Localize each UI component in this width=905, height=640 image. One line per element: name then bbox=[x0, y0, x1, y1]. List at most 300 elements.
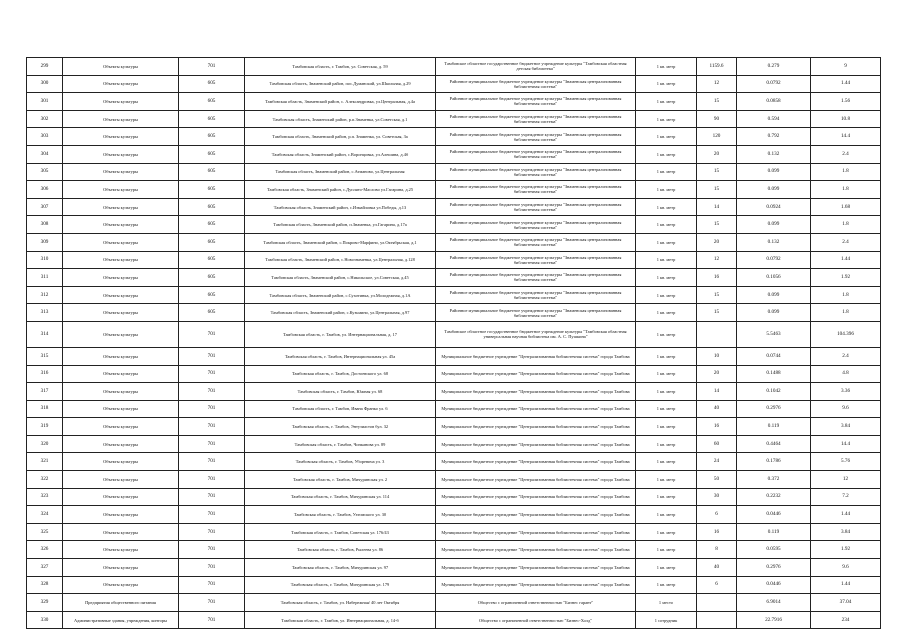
organization-cell: Районное муниципальное бюджетное учреждение культуры "Знаменская централизованная библиотечная система" bbox=[436, 233, 636, 251]
address-cell: Тамбовская область, Знаменский район, с.Атманово, ул.Центральная bbox=[245, 163, 436, 181]
object-type-cell: Объекты культуры bbox=[63, 93, 179, 111]
table-row bbox=[27, 163, 881, 181]
volume-cell: 0.099 bbox=[737, 163, 811, 181]
unit-cell: 1 место bbox=[636, 594, 697, 612]
quantity-cell: 20 bbox=[697, 233, 737, 251]
address-cell: Тамбовская область, Знаменский район, с. Александровка, ул.Центральная, д.4а bbox=[245, 93, 436, 111]
object-type-cell: Объекты культуры bbox=[63, 347, 179, 365]
address-cell: Тамбовская область, г. Тамбов, Ивана Франко ул. 6 bbox=[245, 400, 436, 418]
quantity-cell: 16 bbox=[697, 523, 737, 541]
row-number-cell: 320 bbox=[27, 435, 63, 453]
object-type-cell: Объекты культуры bbox=[63, 216, 179, 234]
mass-cell: 9 bbox=[811, 58, 881, 76]
address-cell: Тамбовская область, г. Тамбов, Чичканова ул. 89 bbox=[245, 435, 436, 453]
organization-cell: Общество с ограниченной ответственностью "Бизнес гарант" bbox=[436, 594, 636, 612]
object-type-cell: Объекты культуры bbox=[63, 110, 179, 128]
row-number-cell: 301 bbox=[27, 93, 63, 111]
volume-cell: 0.279 bbox=[737, 58, 811, 76]
object-type-cell: Объекты культуры bbox=[63, 58, 179, 76]
volume-cell: 5.5463 bbox=[737, 321, 811, 347]
row-number-cell: 311 bbox=[27, 269, 63, 287]
row-number-cell: 327 bbox=[27, 559, 63, 577]
volume-cell: 0.0792 bbox=[737, 251, 811, 269]
object-type-cell: Объекты культуры bbox=[63, 523, 179, 541]
table-row bbox=[27, 110, 881, 128]
unit-cell: 1 кв. метр bbox=[636, 523, 697, 541]
mass-cell: 1.8 bbox=[811, 286, 881, 304]
mass-cell: 1.68 bbox=[811, 198, 881, 216]
volume-cell: 0.119 bbox=[737, 418, 811, 436]
table-row bbox=[27, 400, 881, 418]
volume-cell: 0.2976 bbox=[737, 400, 811, 418]
address-cell: Тамбовская область, Знаменский район, пос.Думанский, ул.Школьная, д.29 bbox=[245, 75, 436, 93]
table-row bbox=[27, 321, 881, 347]
row-number-cell: 322 bbox=[27, 471, 63, 489]
unit-cell: 1 кв. метр bbox=[636, 435, 697, 453]
code-cell: 605 bbox=[179, 286, 245, 304]
volume-cell: 0.594 bbox=[737, 110, 811, 128]
table-row bbox=[27, 286, 881, 304]
object-type-cell: Объекты культуры bbox=[63, 304, 179, 322]
mass-cell: 14.4 bbox=[811, 435, 881, 453]
row-number-cell: 330 bbox=[27, 611, 63, 629]
object-type-cell: Предприятия общественного питания bbox=[63, 594, 179, 612]
mass-cell: 1.92 bbox=[811, 541, 881, 559]
address-cell: Тамбовская область, Знаменский район, с.Покрово-Марфино, ул.Октябрьская, д.1 bbox=[245, 233, 436, 251]
unit-cell: 1 кв. метр bbox=[636, 418, 697, 436]
mass-cell: 1.44 bbox=[811, 251, 881, 269]
volume-cell: 0.1488 bbox=[737, 365, 811, 383]
code-cell: 605 bbox=[179, 269, 245, 287]
row-number-cell: 321 bbox=[27, 453, 63, 471]
code-cell: 701 bbox=[179, 523, 245, 541]
row-number-cell: 300 bbox=[27, 75, 63, 93]
code-cell: 701 bbox=[179, 321, 245, 347]
table-row bbox=[27, 145, 881, 163]
volume-cell: 0.2976 bbox=[737, 559, 811, 577]
unit-cell: 1 кв. метр bbox=[636, 251, 697, 269]
code-cell: 701 bbox=[179, 418, 245, 436]
code-cell: 701 bbox=[179, 488, 245, 506]
table-row bbox=[27, 506, 881, 524]
quantity-cell: 12 bbox=[697, 75, 737, 93]
table-row bbox=[27, 541, 881, 559]
table-body bbox=[27, 58, 881, 629]
organization-cell: Муниципальное бюджетное учреждение "Централизованная библиотечная система" города Тамбова bbox=[436, 365, 636, 383]
object-type-cell: Объекты культуры bbox=[63, 453, 179, 471]
address-cell: Тамбовская область, г. Тамбов, Мичуринская ул. 114 bbox=[245, 488, 436, 506]
object-type-cell: Объекты культуры bbox=[63, 163, 179, 181]
address-cell: Тамбовская область, г. Тамбов, Энтузиастов бул. 32 bbox=[245, 418, 436, 436]
code-cell: 605 bbox=[179, 181, 245, 199]
organization-cell: Муниципальное бюджетное учреждение "Централизованная библиотечная система" города Тамбова bbox=[436, 559, 636, 577]
row-number-cell: 304 bbox=[27, 145, 63, 163]
code-cell: 701 bbox=[179, 559, 245, 577]
records-table-wrapper bbox=[26, 57, 880, 629]
organization-cell: Муниципальное бюджетное учреждение "Централизованная библиотечная система" города Тамбова bbox=[436, 471, 636, 489]
object-type-cell: Объекты культуры bbox=[63, 488, 179, 506]
volume-cell: 0.0446 bbox=[737, 576, 811, 594]
code-cell: 701 bbox=[179, 576, 245, 594]
unit-cell: 1 сотрудник bbox=[636, 611, 697, 629]
mass-cell: 3.36 bbox=[811, 383, 881, 401]
volume-cell: 0.132 bbox=[737, 233, 811, 251]
quantity-cell: 6 bbox=[697, 506, 737, 524]
object-type-cell: Объекты культуры bbox=[63, 383, 179, 401]
quantity-cell bbox=[697, 594, 737, 612]
address-cell: Тамбовская область, Знаменский район, с.Никольское, ул.Советская, д.45 bbox=[245, 269, 436, 287]
quantity-cell: 12 bbox=[697, 251, 737, 269]
object-type-cell: Объекты культуры bbox=[63, 365, 179, 383]
volume-cell: 0.099 bbox=[737, 286, 811, 304]
mass-cell: 4.8 bbox=[811, 365, 881, 383]
unit-cell: 1 кв. метр bbox=[636, 110, 697, 128]
mass-cell: 10.8 bbox=[811, 110, 881, 128]
unit-cell: 1 кв. метр bbox=[636, 383, 697, 401]
address-cell: Тамбовская область, г. Тамбов, ул. Советская, д. 59 bbox=[245, 58, 436, 76]
object-type-cell: Объекты культуры bbox=[63, 128, 179, 146]
object-type-cell: Объекты культуры bbox=[63, 471, 179, 489]
volume-cell: 0.792 bbox=[737, 128, 811, 146]
quantity-cell: 10 bbox=[697, 347, 737, 365]
volume-cell: 0.4464 bbox=[737, 435, 811, 453]
code-cell: 701 bbox=[179, 453, 245, 471]
table-row bbox=[27, 269, 881, 287]
organization-cell: Муниципальное бюджетное учреждение "Централизованная библиотечная система" города Тамбова bbox=[436, 400, 636, 418]
object-type-cell: Объекты культуры bbox=[63, 418, 179, 436]
quantity-cell: 15 bbox=[697, 286, 737, 304]
volume-cell: 0.132 bbox=[737, 145, 811, 163]
code-cell: 605 bbox=[179, 93, 245, 111]
organization-cell: Тамбовское областное государственное бюджетное учреждение культуры "Тамбовская областная детская библиотека" bbox=[436, 58, 636, 76]
unit-cell: 1 кв. метр bbox=[636, 163, 697, 181]
organization-cell: Районное муниципальное бюджетное учреждение культуры "Знаменская централизованная библиотечная система" bbox=[436, 110, 636, 128]
unit-cell: 1 кв. метр bbox=[636, 506, 697, 524]
volume-cell: 6.9014 bbox=[737, 594, 811, 612]
table-row bbox=[27, 523, 881, 541]
object-type-cell: Объекты культуры bbox=[63, 145, 179, 163]
row-number-cell: 314 bbox=[27, 321, 63, 347]
address-cell: Тамбовская область, г. Тамбов, Мичуринская ул. 179 bbox=[245, 576, 436, 594]
organization-cell: Тамбовское областное государственное бюджетное учреждение культуры "Тамбовская областная универсальная научная библиотека им. А. С. Пушкина" bbox=[436, 321, 636, 347]
row-number-cell: 310 bbox=[27, 251, 63, 269]
volume-cell: 22.7916 bbox=[737, 611, 811, 629]
code-cell: 605 bbox=[179, 198, 245, 216]
mass-cell: 12 bbox=[811, 471, 881, 489]
code-cell: 701 bbox=[179, 506, 245, 524]
mass-cell: 1.8 bbox=[811, 181, 881, 199]
table-row bbox=[27, 198, 881, 216]
code-cell: 701 bbox=[179, 611, 245, 629]
object-type-cell: Объекты культуры bbox=[63, 559, 179, 577]
object-type-cell: Объекты культуры bbox=[63, 576, 179, 594]
table-row bbox=[27, 128, 881, 146]
table-row bbox=[27, 75, 881, 93]
code-cell: 605 bbox=[179, 216, 245, 234]
row-number-cell: 309 bbox=[27, 233, 63, 251]
row-number-cell: 303 bbox=[27, 128, 63, 146]
quantity-cell: 20 bbox=[697, 365, 737, 383]
table-row bbox=[27, 181, 881, 199]
code-cell: 701 bbox=[179, 435, 245, 453]
quantity-cell: 20 bbox=[697, 145, 737, 163]
unit-cell: 1 кв. метр bbox=[636, 128, 697, 146]
unit-cell: 1 кв. метр bbox=[636, 400, 697, 418]
mass-cell: 37.04 bbox=[811, 594, 881, 612]
quantity-cell bbox=[697, 611, 737, 629]
quantity-cell: 60 bbox=[697, 435, 737, 453]
organization-cell: Районное муниципальное бюджетное учреждение культуры "Знаменская централизованная библиотечная система" bbox=[436, 163, 636, 181]
volume-cell: 0.099 bbox=[737, 181, 811, 199]
quantity-cell bbox=[697, 321, 737, 347]
volume-cell: 0.0744 bbox=[737, 347, 811, 365]
table-row bbox=[27, 594, 881, 612]
object-type-cell: Объекты культуры bbox=[63, 181, 179, 199]
object-type-cell: Объекты культуры bbox=[63, 75, 179, 93]
object-type-cell: Объекты культуры bbox=[63, 286, 179, 304]
organization-cell: Муниципальное бюджетное учреждение "Централизованная библиотечная система" города Тамбова bbox=[436, 453, 636, 471]
organization-cell: Муниципальное бюджетное учреждение "Централизованная библиотечная система" города Тамбова bbox=[436, 435, 636, 453]
row-number-cell: 312 bbox=[27, 286, 63, 304]
address-cell: Тамбовская область, г. Тамбов, Рылеева ул. 86 bbox=[245, 541, 436, 559]
mass-cell: 1.8 bbox=[811, 304, 881, 322]
row-number-cell: 317 bbox=[27, 383, 63, 401]
organization-cell: Районное муниципальное бюджетное учреждение культуры "Знаменская централизованная библиотечная система" bbox=[436, 269, 636, 287]
object-type-cell: Объекты культуры bbox=[63, 233, 179, 251]
organization-cell: Муниципальное бюджетное учреждение "Централизованная библиотечная система" города Тамбова bbox=[436, 347, 636, 365]
address-cell: Тамбовская область, г. Тамбов, Южная ул. 68 bbox=[245, 383, 436, 401]
address-cell: Тамбовская область, Знаменский район, с.Воронцовка, ул.Алешина, д.4б bbox=[245, 145, 436, 163]
table-row bbox=[27, 453, 881, 471]
table-row bbox=[27, 576, 881, 594]
unit-cell: 1 кв. метр bbox=[636, 75, 697, 93]
row-number-cell: 318 bbox=[27, 400, 63, 418]
table-row bbox=[27, 488, 881, 506]
address-cell: Тамбовская область, г. Тамбов, Ухтомского ул. 30 bbox=[245, 506, 436, 524]
object-type-cell: Объекты культуры bbox=[63, 506, 179, 524]
row-number-cell: 299 bbox=[27, 58, 63, 76]
organization-cell: Муниципальное бюджетное учреждение "Централизованная библиотечная система" города Тамбова bbox=[436, 418, 636, 436]
quantity-cell: 15 bbox=[697, 163, 737, 181]
volume-cell: 0.1786 bbox=[737, 453, 811, 471]
volume-cell: 0.0858 bbox=[737, 93, 811, 111]
table-row bbox=[27, 559, 881, 577]
mass-cell: 104.396 bbox=[811, 321, 881, 347]
quantity-cell: 120 bbox=[697, 128, 737, 146]
object-type-cell: Объекты культуры bbox=[63, 198, 179, 216]
address-cell: Тамбовская область, Знаменский район, р.п.Знаменка, ул.Советская, д.1 bbox=[245, 110, 436, 128]
row-number-cell: 305 bbox=[27, 163, 63, 181]
code-cell: 701 bbox=[179, 400, 245, 418]
table-row bbox=[27, 93, 881, 111]
mass-cell: 1.44 bbox=[811, 506, 881, 524]
table-row bbox=[27, 304, 881, 322]
unit-cell: 1 кв. метр bbox=[636, 93, 697, 111]
code-cell: 701 bbox=[179, 594, 245, 612]
unit-cell: 1 кв. метр bbox=[636, 471, 697, 489]
quantity-cell: 14 bbox=[697, 198, 737, 216]
volume-cell: 0.1042 bbox=[737, 383, 811, 401]
unit-cell: 1 кв. метр bbox=[636, 145, 697, 163]
row-number-cell: 323 bbox=[27, 488, 63, 506]
table-row bbox=[27, 471, 881, 489]
quantity-cell: 14 bbox=[697, 383, 737, 401]
row-number-cell: 329 bbox=[27, 594, 63, 612]
organization-cell: Общество с ограниченной ответственностью "Бизнес-Холд" bbox=[436, 611, 636, 629]
mass-cell: 1.8 bbox=[811, 216, 881, 234]
quantity-cell: 90 bbox=[697, 110, 737, 128]
code-cell: 701 bbox=[179, 383, 245, 401]
quantity-cell: 16 bbox=[697, 269, 737, 287]
mass-cell: 9.6 bbox=[811, 400, 881, 418]
mass-cell: 1.92 bbox=[811, 269, 881, 287]
organization-cell: Районное муниципальное бюджетное учреждение культуры "Знаменская централизованная библиотечная система" bbox=[436, 128, 636, 146]
code-cell: 605 bbox=[179, 233, 245, 251]
mass-cell: 2.4 bbox=[811, 347, 881, 365]
unit-cell: 1 кв. метр bbox=[636, 181, 697, 199]
address-cell: Тамбовская область, Знаменский район, с.Дуплято-Маслово ул.Гагарина, д.25 bbox=[245, 181, 436, 199]
organization-cell: Районное муниципальное бюджетное учреждение культуры "Знаменская централизованная библиотечная система" bbox=[436, 75, 636, 93]
address-cell: Тамбовская область, г. Тамбов, Уборевича ул. 3 bbox=[245, 453, 436, 471]
row-number-cell: 316 bbox=[27, 365, 63, 383]
mass-cell: 7.2 bbox=[811, 488, 881, 506]
object-type-cell: Объекты культуры bbox=[63, 400, 179, 418]
row-number-cell: 319 bbox=[27, 418, 63, 436]
row-number-cell: 315 bbox=[27, 347, 63, 365]
row-number-cell: 313 bbox=[27, 304, 63, 322]
organization-cell: Муниципальное бюджетное учреждение "Централизованная библиотечная система" города Тамбова bbox=[436, 523, 636, 541]
organization-cell: Районное муниципальное бюджетное учреждение культуры "Знаменская централизованная библиотечная система" bbox=[436, 251, 636, 269]
unit-cell: 1 кв. метр bbox=[636, 321, 697, 347]
table-row bbox=[27, 251, 881, 269]
unit-cell: 1 кв. метр bbox=[636, 198, 697, 216]
address-cell: Тамбовская область, Знаменский район, р.п. Знаменка, ул. Советская, 3а bbox=[245, 128, 436, 146]
code-cell: 701 bbox=[179, 58, 245, 76]
code-cell: 701 bbox=[179, 541, 245, 559]
unit-cell: 1 кв. метр bbox=[636, 216, 697, 234]
code-cell: 605 bbox=[179, 110, 245, 128]
code-cell: 605 bbox=[179, 145, 245, 163]
mass-cell: 2.4 bbox=[811, 233, 881, 251]
object-type-cell: Административные здания, учреждения, конторы bbox=[63, 611, 179, 629]
address-cell: Тамбовская область, Знаменский район, п.Знаменка, ул.Гагарина, д.17а bbox=[245, 216, 436, 234]
volume-cell: 0.119 bbox=[737, 523, 811, 541]
code-cell: 605 bbox=[179, 304, 245, 322]
quantity-cell: 1159.6 bbox=[697, 58, 737, 76]
quantity-cell: 15 bbox=[697, 93, 737, 111]
mass-cell: 14.4 bbox=[811, 128, 881, 146]
mass-cell: 1.56 bbox=[811, 93, 881, 111]
address-cell: Тамбовская область, г. Тамбов, Мичуринская ул. 97 bbox=[245, 559, 436, 577]
address-cell: Тамбовская область, Знаменский район, с.Сухотинка, ул.Молодежная, д.1А bbox=[245, 286, 436, 304]
volume-cell: 0.2232 bbox=[737, 488, 811, 506]
table-row bbox=[27, 418, 881, 436]
quantity-cell: 8 bbox=[697, 541, 737, 559]
address-cell: Тамбовская область, г. Тамбов, ул. Интернациональная, д. 14-б bbox=[245, 611, 436, 629]
volume-cell: 0.0924 bbox=[737, 198, 811, 216]
unit-cell: 1 кв. метр bbox=[636, 559, 697, 577]
table-row bbox=[27, 58, 881, 76]
table-row bbox=[27, 383, 881, 401]
row-number-cell: 326 bbox=[27, 541, 63, 559]
object-type-cell: Объекты культуры bbox=[63, 251, 179, 269]
mass-cell: 2.4 bbox=[811, 145, 881, 163]
mass-cell: 234 bbox=[811, 611, 881, 629]
table-row bbox=[27, 435, 881, 453]
row-number-cell: 302 bbox=[27, 110, 63, 128]
row-number-cell: 307 bbox=[27, 198, 63, 216]
volume-cell: 0.0792 bbox=[737, 75, 811, 93]
unit-cell: 1 кв. метр bbox=[636, 269, 697, 287]
mass-cell: 3.84 bbox=[811, 523, 881, 541]
row-number-cell: 328 bbox=[27, 576, 63, 594]
mass-cell: 1.44 bbox=[811, 576, 881, 594]
address-cell: Тамбовская область, г. Тамбов, ул. Интернациональная, д. 17 bbox=[245, 321, 436, 347]
quantity-cell: 40 bbox=[697, 559, 737, 577]
quantity-cell: 15 bbox=[697, 181, 737, 199]
object-type-cell: Объекты культуры bbox=[63, 541, 179, 559]
code-cell: 701 bbox=[179, 347, 245, 365]
quantity-cell: 6 bbox=[697, 576, 737, 594]
unit-cell: 1 кв. метр bbox=[636, 58, 697, 76]
unit-cell: 1 кв. метр bbox=[636, 453, 697, 471]
unit-cell: 1 кв. метр bbox=[636, 488, 697, 506]
organization-cell: Муниципальное бюджетное учреждение "Централизованная библиотечная система" города Тамбова bbox=[436, 383, 636, 401]
volume-cell: 0.099 bbox=[737, 304, 811, 322]
object-type-cell: Объекты культуры bbox=[63, 435, 179, 453]
table-row bbox=[27, 216, 881, 234]
code-cell: 701 bbox=[179, 471, 245, 489]
object-type-cell: Объекты культуры bbox=[63, 269, 179, 287]
quantity-cell: 16 bbox=[697, 418, 737, 436]
organization-cell: Районное муниципальное бюджетное учреждение культуры "Знаменская централизованная библиотечная система" bbox=[436, 216, 636, 234]
mass-cell: 5.76 bbox=[811, 453, 881, 471]
row-number-cell: 324 bbox=[27, 506, 63, 524]
code-cell: 605 bbox=[179, 75, 245, 93]
unit-cell: 1 кв. метр bbox=[636, 286, 697, 304]
unit-cell: 1 кв. метр bbox=[636, 365, 697, 383]
unit-cell: 1 кв. метр bbox=[636, 304, 697, 322]
address-cell: Тамбовская область, Знаменский район, с.Новознаменка, ул.Центральная, д.128 bbox=[245, 251, 436, 269]
organization-cell: Муниципальное бюджетное учреждение "Централизованная библиотечная система" города Тамбова bbox=[436, 576, 636, 594]
row-number-cell: 325 bbox=[27, 523, 63, 541]
object-type-cell: Объекты культуры bbox=[63, 321, 179, 347]
table-row bbox=[27, 347, 881, 365]
mass-cell: 9.6 bbox=[811, 559, 881, 577]
quantity-cell: 15 bbox=[697, 304, 737, 322]
address-cell: Тамбовская область, г. Тамбов, Интернациональная ул. 45а bbox=[245, 347, 436, 365]
row-number-cell: 308 bbox=[27, 216, 63, 234]
code-cell: 605 bbox=[179, 128, 245, 146]
volume-cell: 0.0446 bbox=[737, 506, 811, 524]
organization-cell: Районное муниципальное бюджетное учреждение культуры "Знаменская централизованная библиотечная система" bbox=[436, 93, 636, 111]
quantity-cell: 50 bbox=[697, 471, 737, 489]
address-cell: Тамбовская область, г. Тамбов, Мичуринская ул. 2 bbox=[245, 471, 436, 489]
waste-records-table bbox=[26, 57, 881, 629]
mass-cell: 3.84 bbox=[811, 418, 881, 436]
address-cell: Тамбовская область, Знаменский район, с.Измайловка ул.Победы, д.13 bbox=[245, 198, 436, 216]
volume-cell: 0.372 bbox=[737, 471, 811, 489]
address-cell: Тамбовская область, г. Тамбов, Советская ул. 176/43 bbox=[245, 523, 436, 541]
mass-cell: 1.8 bbox=[811, 163, 881, 181]
unit-cell: 1 кв. метр bbox=[636, 347, 697, 365]
address-cell: Тамбовская область, Знаменский район, с.Кузьмино, ул.Центральная, д.97 bbox=[245, 304, 436, 322]
mass-cell: 1.44 bbox=[811, 75, 881, 93]
organization-cell: Муниципальное бюджетное учреждение "Централизованная библиотечная система" города Тамбова bbox=[436, 541, 636, 559]
quantity-cell: 15 bbox=[697, 216, 737, 234]
code-cell: 701 bbox=[179, 365, 245, 383]
organization-cell: Муниципальное бюджетное учреждение "Централизованная библиотечная система" города Тамбова bbox=[436, 488, 636, 506]
